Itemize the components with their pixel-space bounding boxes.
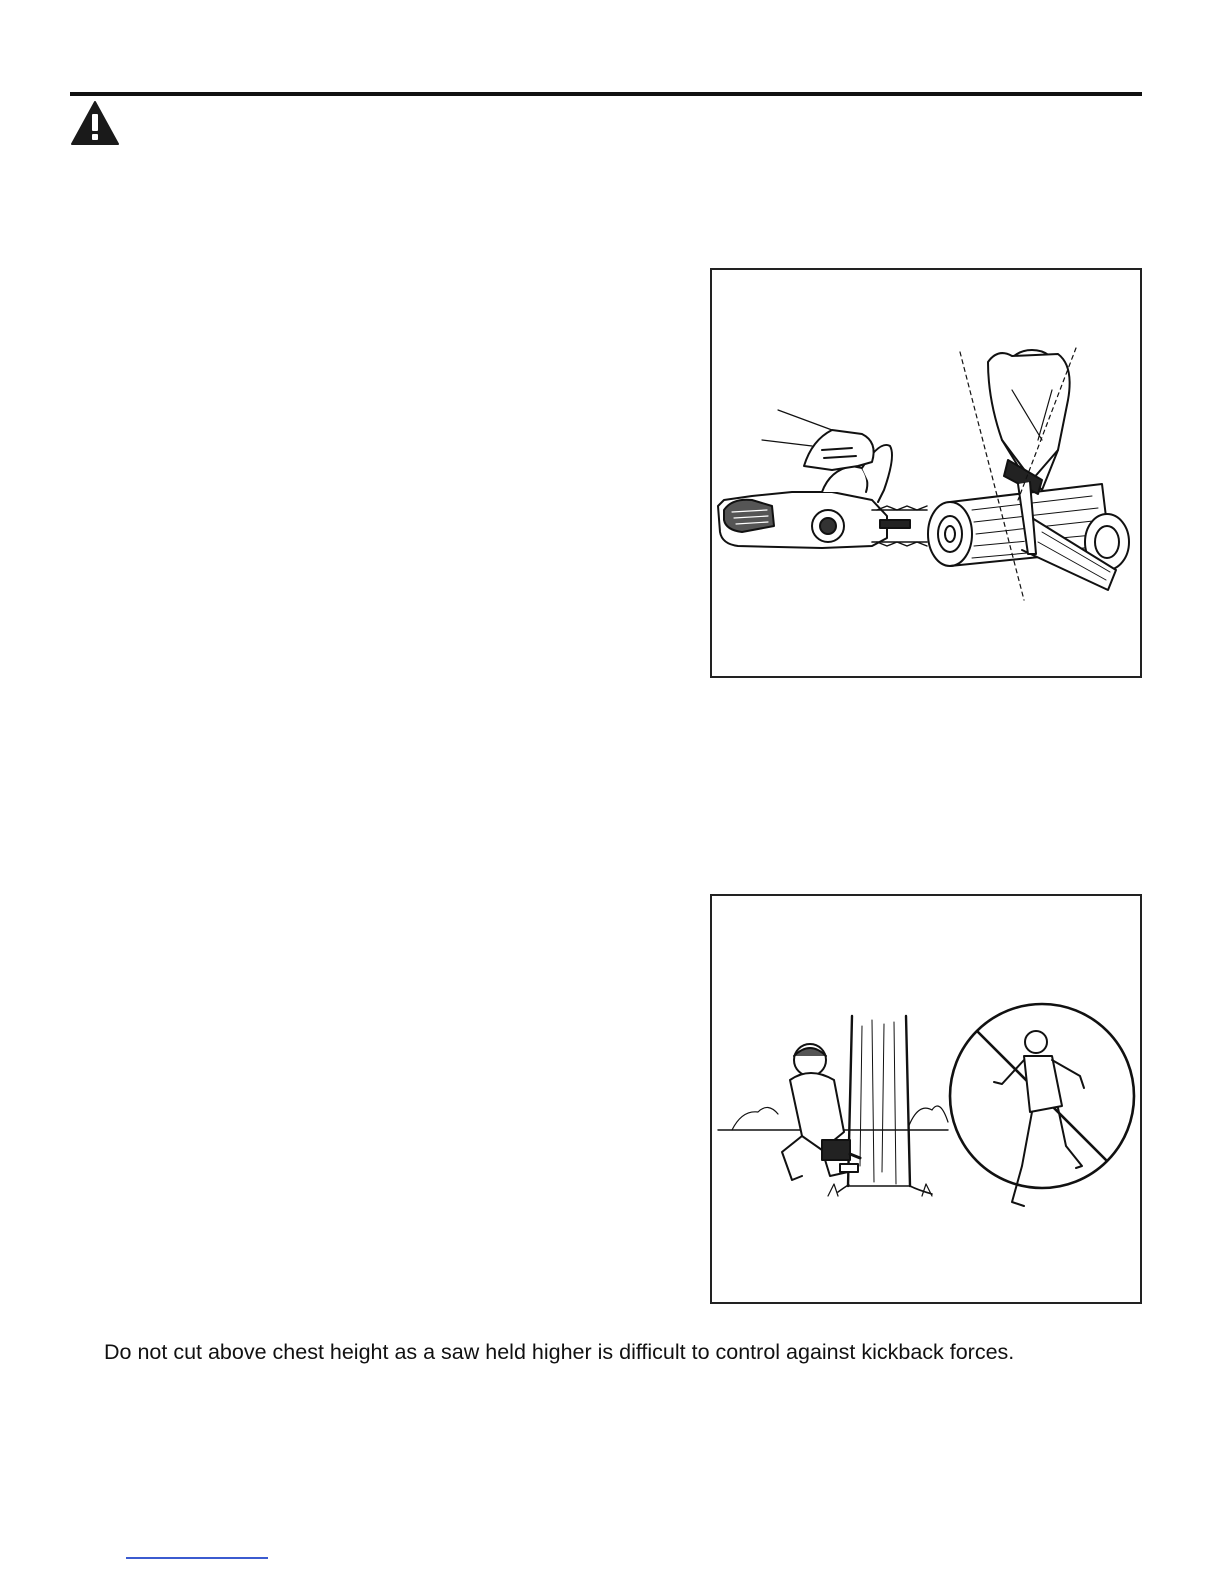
tree-felling-illustration: [712, 896, 1140, 1302]
warning-triangle-icon: [70, 100, 120, 146]
chest-height-warning-text: Do not cut above chest height as a saw held higher is difficult to control against kickback forces.: [104, 1340, 1015, 1364]
chainsaw-grip-figure: [710, 268, 1142, 678]
chainsaw-and-log-illustration: [712, 270, 1140, 676]
footer-link-underline[interactable]: [126, 1557, 268, 1559]
top-divider-rule: [70, 92, 1142, 96]
tree-felling-figure: [710, 894, 1142, 1304]
